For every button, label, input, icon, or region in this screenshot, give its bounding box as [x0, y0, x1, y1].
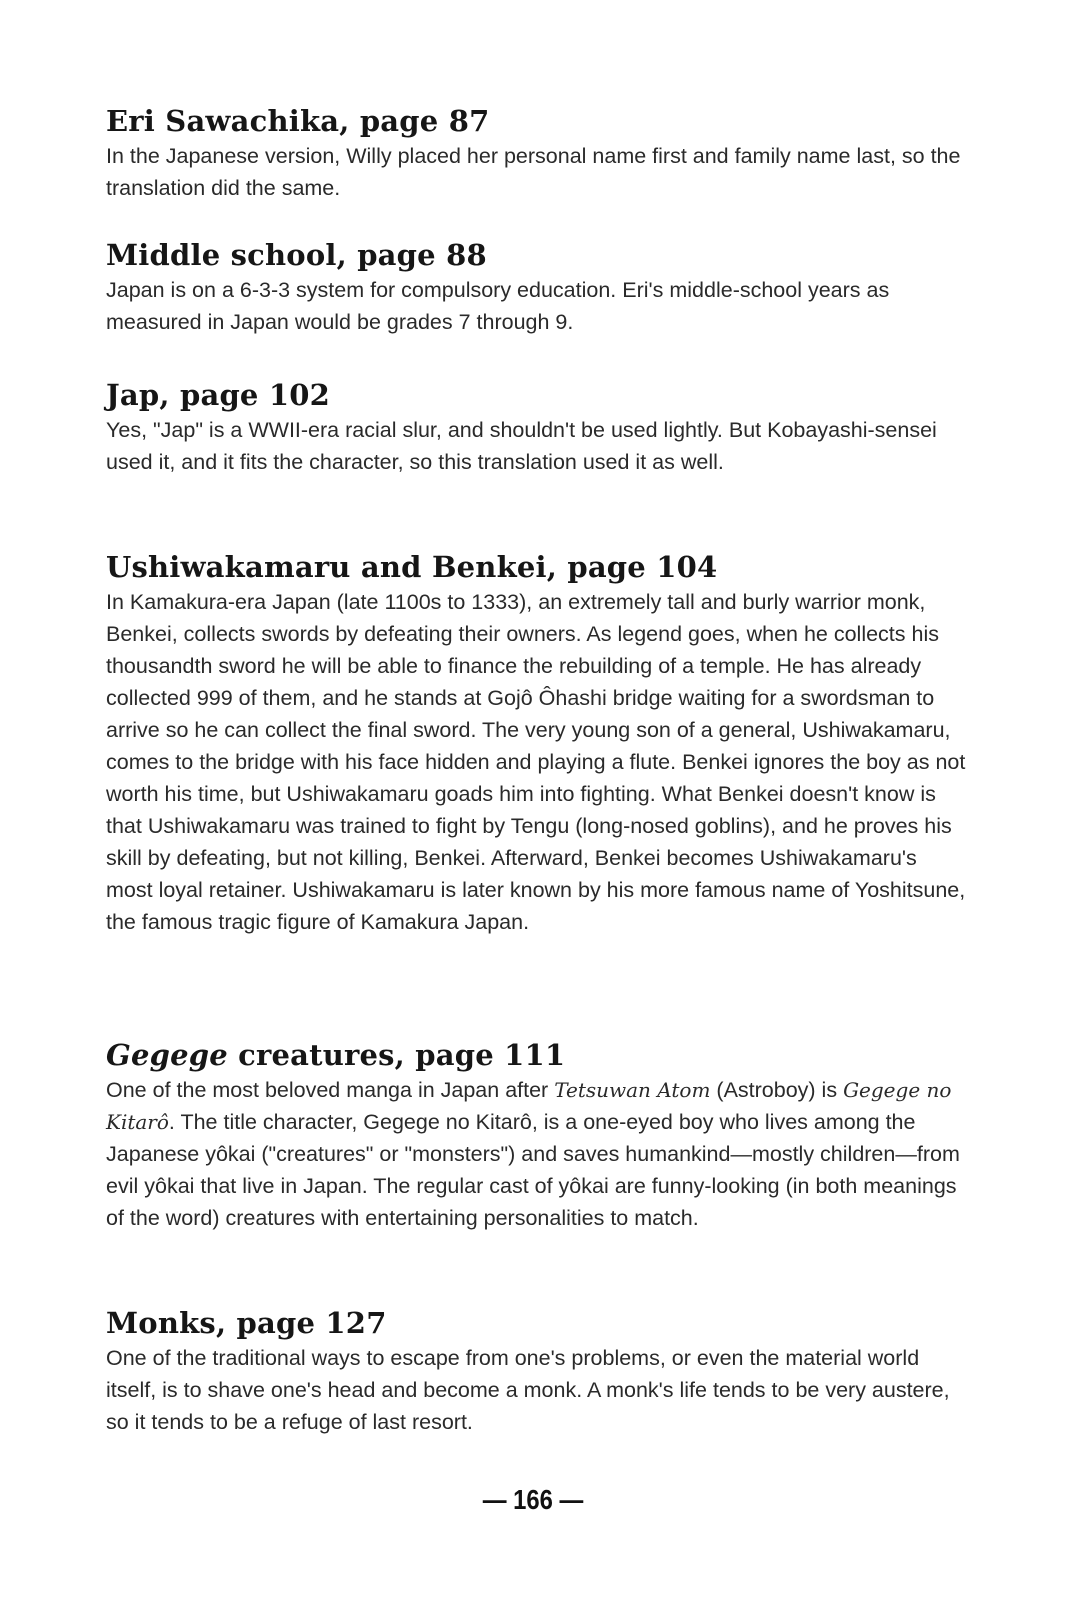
note-body: One of the traditional ways to escape from one's problems, or even the material world itself, is to shave one's head and become a monk. A monk's life tends to be very austere, so it tends to be a refuge of last resort.: [106, 1346, 950, 1434]
note-gegege-creatures: [106, 1036, 966, 1234]
note-body-text: (Astroboy) is: [710, 1078, 844, 1102]
note-body: Yes, "Jap" is a WWII-era racial slur, and shouldn't be used lightly. But Kobayashi-sensei used it, and it fits the character, so this translation used it as well.: [106, 418, 937, 474]
note-body-text: . The title character, Gegege no Kitarô, is a one-eyed boy who lives among the Japanese yôkai ("creatures" or "monsters") and saves humankind—mostly children—from evil yôkai that live in Japan. The regular cast of yôkai are funny-looking (in both meanings of the word) creatures with entertaining personalities to match.: [106, 1110, 960, 1230]
note-title: Monks, page 127: [106, 1306, 387, 1340]
note-title: Jap, page 102: [106, 378, 331, 412]
note-body: [106, 1074, 966, 1234]
note-middle-school: [106, 236, 966, 338]
note-body: Japan is on a 6-3-3 system for compulsory education. Eri's middle-school years as measured in Japan would be grades 7 through 9.: [106, 278, 890, 334]
note-title-rest: creatures, page 111: [227, 1038, 566, 1072]
note-title: [106, 1036, 966, 1074]
note-body-italic: Tetsuwan Atom: [554, 1078, 711, 1102]
note-eri-sawachika: [106, 102, 966, 204]
note-title: Middle school, page 88: [106, 238, 487, 272]
note-title: Eri Sawachika, page 87: [106, 104, 490, 138]
note-body: In Kamakura-era Japan (late 1100s to 1333), an extremely tall and burly warrior monk, Benkei, collects swords by defeating their owners. As legend goes, when he collects his thousandth sword he will be able to finance the rebuilding of a temple. He has already collected 999 of them, and he stands at Gojô Ôhashi bridge waiting for a swordsman to arrive so he can collect the final sword. The very young son of a general, Ushiwakamaru, comes to the bridge with his face hidden and playing a flute. Benkei ignores the boy as not worth his time, but Ushiwakamaru goads him into fighting. What Benkei doesn't know is that Ushiwakamaru was trained to fight by Tengu (long-nosed goblins), and he proves his skill by defeating, but not killing, Benkei. Afterward, Benkei becomes Ushiwakamaru's most loyal retainer. Ushiwakamaru is later known by his more famous name of Yoshitsune, the famous tragic figure of Kamakura Japan.: [106, 590, 966, 934]
note-ushiwakamaru-benkei: [106, 548, 966, 938]
note-monks: [106, 1304, 966, 1438]
note-body-text: One of the most beloved manga in Japan after: [106, 1078, 555, 1102]
note-jap: [106, 376, 966, 478]
note-title: Ushiwakamaru and Benkei, page 104: [106, 550, 718, 584]
note-title-italic: Gegege: [106, 1038, 228, 1072]
page-number: — 166 —: [482, 1484, 584, 1515]
note-body: In the Japanese version, Willy placed her personal name first and family name last, so the translation did the same.: [106, 144, 961, 200]
note-body-italic: Gegege no Kitarô: [106, 1078, 952, 1134]
